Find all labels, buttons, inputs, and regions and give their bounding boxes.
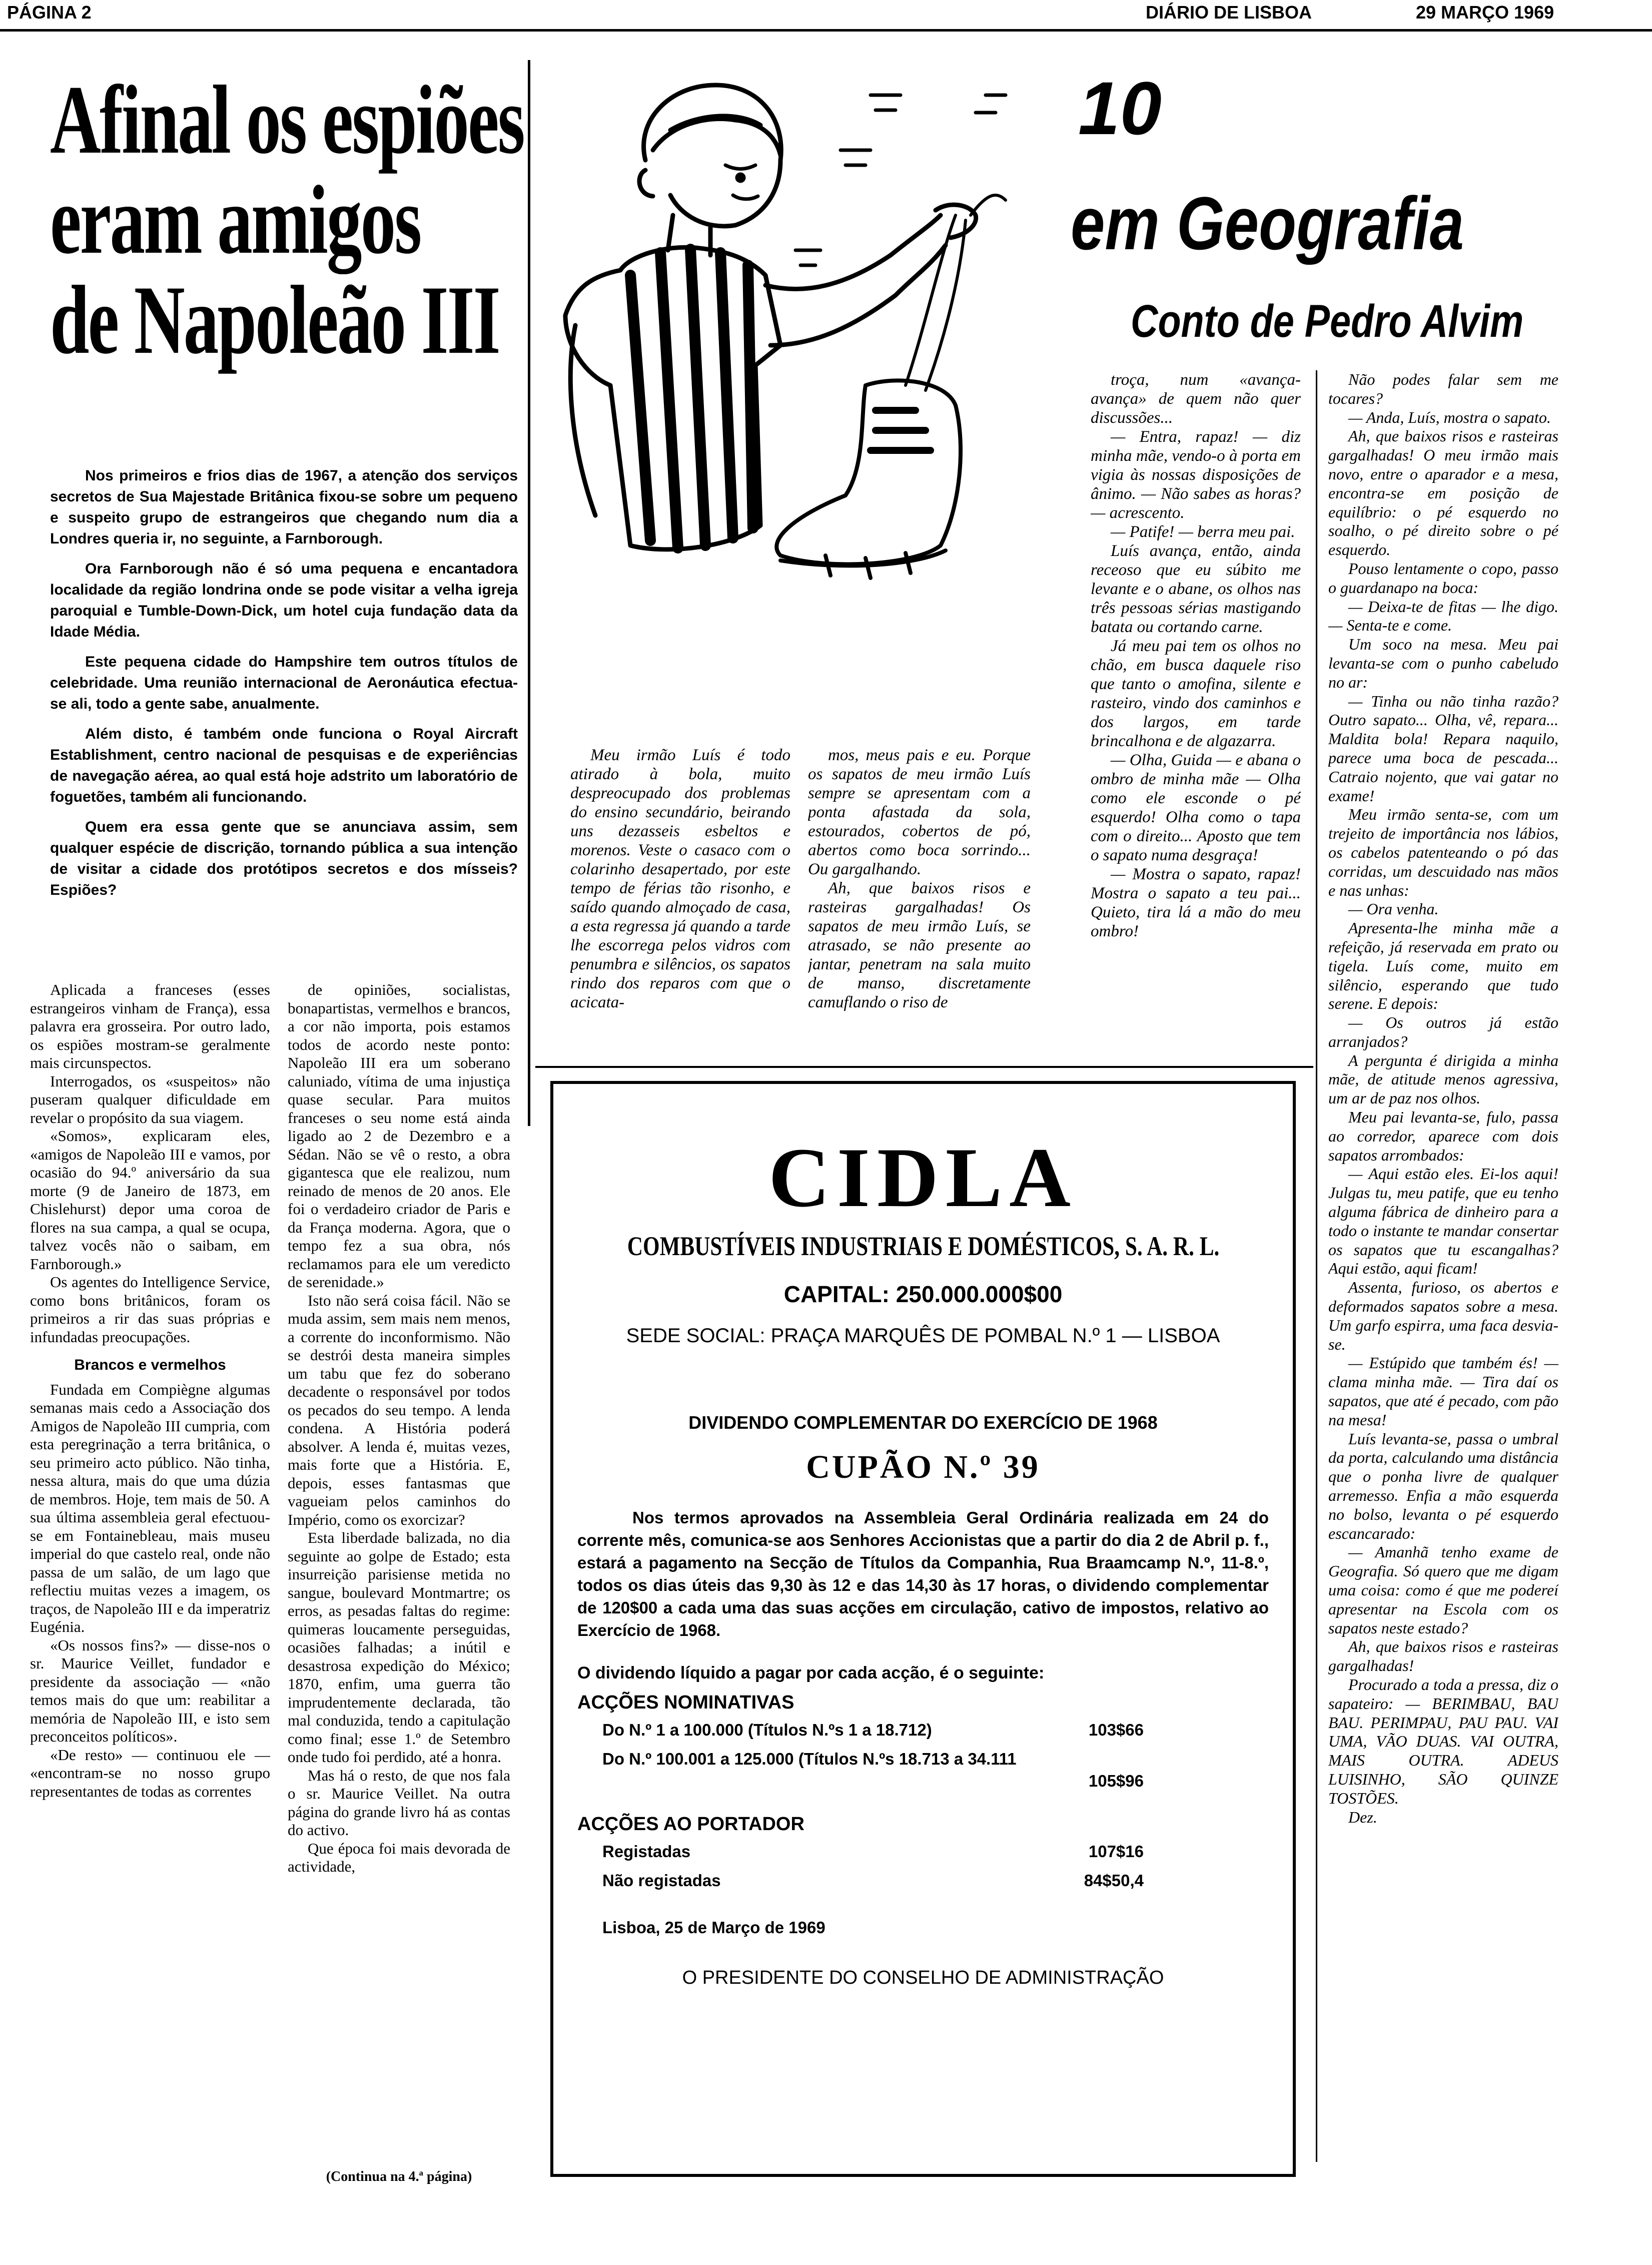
story-paragraph: Luís avança, então, ainda receoso que eu súbito me levante e o abane, os olhos nas três pessoas sérias mastigando batata ou cortando carne. <box>1091 542 1301 636</box>
story-paragraph: Ah, que baixos risos e rasteiras gargalhadas! <box>1328 1637 1558 1675</box>
column-divider <box>528 60 530 1126</box>
story-paragraph: — Os outros já estão arranjados? <box>1328 1013 1558 1050</box>
ad-signature: O PRESIDENTE DO CONSELHO DE ADMINISTRAÇÃO <box>682 1967 1164 1988</box>
ad-row <box>602 1871 1269 1893</box>
body-paragraph: Que época foi mais devorada de actividade, <box>288 1839 510 1875</box>
story-paragraph: — Deixa-te de fitas — lhe digo. — Senta-te e come. <box>1328 597 1558 635</box>
story-paragraph: — Entra, rapaz! — diz minha mãe, vendo-o à porta em vigia às nossas disposições de ânimo. — Não sabes as horas? — acrescento. <box>1091 428 1301 522</box>
ad-capital: CAPITAL: 250.000.000$00 <box>783 1281 1063 1307</box>
story-title: em Geografia <box>1071 181 1464 265</box>
article1-column-1 <box>30 981 270 2182</box>
story-paragraph: — Mostra o sapato, rapaz! Mostra o sapato a teu pai... Quieto, tira lá a mão do meu ombro! <box>1091 865 1301 940</box>
story-paragraph: Apresenta-lhe minha mãe a refeição, já reservada em prato ou tigela. Luís come, muito em silêncio, esperando que tudo serene. E depois: <box>1328 919 1558 1013</box>
page-number: PÁGINA 2 <box>7 2 92 23</box>
story-paragraph: — Aqui estão eles. Ei-los aqui! Julgas tu, meu patife, que eu tenho alguma fábrica de dinheiro para a todo o instante te mandar consertar os sapatos que tu escangalhas? Aqui estão, aqui ficam! <box>1328 1165 1558 1278</box>
ad-row-label: Do N.º 100.001 a 125.000 (Títulos N.ºs 18.713 a 34.111 <box>602 1750 1017 1768</box>
story-paragraph: — Ora venha. <box>1348 900 1439 918</box>
body-paragraph: Aplicada a franceses (esses estrangeiros vinham de França), essa palavra era grosseira. Por outro lado, os espiões mostram-se geralmente mais circunspectos. <box>30 981 270 1071</box>
body-paragraph: Os agentes do Intelligence Service, como bons britânicos, foram os primeiros a rir das suas próprias e infundadas preocupações. <box>30 1273 270 1346</box>
masthead <box>0 0 1652 30</box>
story-paragraph: Não podes falar sem me tocares? <box>1328 370 1558 407</box>
story-paragraph: — Olha, Guida — e abana o ombro de minha mãe — Olha como ele esconde o pé esquerdo! Olha como o tapa com o direito... Aposto que tem o sapato numa desgraça! <box>1091 751 1301 864</box>
story-column-c <box>1091 370 1301 1058</box>
ad-brand: CIDLA <box>768 1130 1078 1225</box>
ad-row-value: 107$16 <box>1088 1842 1144 1861</box>
body-paragraph: Interrogados, os «suspeitos» não puseram qualquer dificuldade em revelar o propósito da sua viagem. <box>30 1072 270 1126</box>
headline-line-2: eram amigos <box>50 166 421 274</box>
ad-dividend-title: DIVIDENDO COMPLEMENTAR DO EXERCÍCIO DE 1968 <box>688 1412 1158 1433</box>
story-divider <box>1316 370 1317 2162</box>
story-paragraph: mos, meus pais e eu. Porque os sapatos de meu irmão Luís sempre se apresentam com a ponta afastada da sola, estourados, cobertos de pó, abertos como boca sorrindo... Ou gargalhando. <box>808 746 1031 878</box>
story-paragraph: Já meu pai tem os olhos no chão, em busca daquele riso que tanto o amofina, silente e rasteiro, vindo dos caminhos e dos largos, em tarde brincalhona e de algazarra. <box>1091 637 1301 750</box>
ad-head-office: SEDE SOCIAL: PRAÇA MARQUÊS DE POMBAL N.º 1 — LISBOA <box>626 1325 1220 1347</box>
story-paragraph: Meu irmão senta-se, com um trejeito de importância nos lábios, os cabelos patenteando o pó das corridas, um descuidado nas mãos e nas unhas: <box>1328 805 1558 899</box>
ad-row <box>602 1750 1269 1794</box>
body-paragraph: «Os nossos fins?» — disse-nos o sr. Maurice Veillet, fundador e presidente da associação — «não temos mais do que um: reabilitar a memória de Napoleão III, e isto sem preconceitos políticos». <box>30 1636 270 1745</box>
story-paragraph: Pouso lentamente o copo, passo o guardanapo na boca: <box>1328 559 1558 597</box>
story-paragraph: troça, num «avança-avança» de quem não quer discussões... <box>1091 371 1301 427</box>
ad-coupon: CUPÃO N.º 39 <box>806 1449 1040 1485</box>
body-paragraph: Esta liberdade balizada, no dia seguinte ao golpe de Estado; esta insurreição parisiense metida no sangue, boulevard Montmartre; os erros, as pesadas faltas do regime: quimeras loucamente perseguidas, ocasiões falhadas; a inútil e desastrosa expedição do México; 1870, enfim, uma guerra tão imprudentemente declarada, tão mal conduzida, tendo a capitulação como final; esse 1.º de Setembro onde tudo foi perdido, até a honra. <box>288 1529 510 1766</box>
cidla-advertisement <box>550 1081 1296 2177</box>
lead-paragraph: Nos primeiros e frios dias de 1967, a atenção dos serviços secretos de Sua Majestade Britânica fixou-se sobre um pequeno e suspeito grupo de estrangeiros que chegando num dia a Londres queria ir, no seguinte, a Farnborough. <box>50 467 518 547</box>
body-paragraph: Mas há o resto, de que nos fala o sr. Maurice Veillet. Na outra página do grande livro há as contas do activo. <box>288 1766 510 1839</box>
story-title-number: 10 <box>1078 66 1162 150</box>
ad-nominativas-title: ACÇÕES NOMINATIVAS <box>577 1692 794 1713</box>
issue-date: 29 MARÇO 1969 <box>1416 2 1554 23</box>
ad-portador-title: ACÇÕES AO PORTADOR <box>577 1814 804 1835</box>
lead-paragraph: Ora Farnborough não é só uma pequena e encantadora localidade da região londrina onde se pode visitar a velha igreja paroquial e Tumble-Down-Dick, um hotel cuja fundação data da Idade Média. <box>50 560 518 640</box>
story-column-b <box>808 746 1031 1056</box>
ad-company-name: COMBUSTÍVEIS INDUSTRIAIS E DOMÉSTICOS, S. A. R. L. <box>627 1231 1220 1261</box>
ad-row-value: 105$96 <box>1088 1772 1144 1790</box>
masthead-rule <box>0 29 1652 32</box>
paper-name: DIÁRIO DE LISBOA <box>1146 2 1312 23</box>
headline-line-1: Afinal os espiões <box>50 66 524 174</box>
story-paragraph: — Tinha ou não tinha razão? Outro sapato... Olha, vê, repara... Maldita bola! Repara naquilo, parece uma boca de pescada... Catraio nojento, que vai gatar no exame! <box>1328 692 1558 805</box>
story-paragraph: — Anda, Luís, mostra o sapato. <box>1348 408 1551 426</box>
story-paragraph: — Amanhã tenho exame de Geografia. Só quero que me digam uma coisa: como é que me podereí apresentar na Escola com os sapatos neste estado? <box>1328 1543 1558 1637</box>
body-paragraph: «Somos», explicaram eles, «amigos de Napoleão III e vamos, por ocasião do 94.º aniversário da sua morte (9 de Janeiro de 1873, em Chislehurst) depor uma coroa de flores na sua campa, a qual se ocupa, talvez vocês não o saibam, em Farnborough.» <box>30 1127 270 1273</box>
ad-row-label: Do N.º 1 a 100.000 (Títulos N.ºs 1 a 18.712) <box>602 1721 932 1739</box>
article1-column-2 <box>288 981 510 2162</box>
lead-paragraph: Este pequena cidade do Hampshire tem outros títulos de celebridade. Uma reunião internacional de Aeronáutica efectua-se ali, todo a gente sabe, anualmente. <box>50 654 518 712</box>
lead-paragraph: Quem era essa gente que se anunciava assim, sem qualquer espécie de discrição, tornando pública a sua intenção de visitar a cidade dos protótipos secretos e dos mísseis? Espiões? <box>50 819 518 898</box>
story-paragraph: Ah, que baixos risos e rasteiras gargalhadas! Os sapatos de meu irmão Luís, se atrasado, se não presente ao jantar, penetram na sala muito de manso, discretamente camuflando o riso de <box>808 879 1031 1011</box>
story-paragraph: Assenta, furioso, os abertos e deformados sapatos sobre a mesa. Um garfo espirra, uma faca desvia-se. <box>1328 1278 1558 1353</box>
ad-row-label: Não registadas <box>602 1871 721 1890</box>
story-paragraph: Meu pai levanta-se, fulo, passa ao corredor, aparece com dois sapatos arrombados: <box>1328 1108 1558 1164</box>
body-paragraph: Isto não será coisa fácil. Não se muda assim, sem mais nem menos, a corrente do inconformismo. Não se destrói desta maneira simples um tabu que fez do soberano decadente o responsável por todos os pecados do seu tempo. A lenda condena. A História poderá absolver. A lenda é, muitas vezes, mais forte que a História. E, depois, esses fantasmas que vagueiam pelos caminhos do Império, como os exorcizar? <box>288 1291 510 1528</box>
story-paragraph: A pergunta é dirigida a minha mãe, de atitude menos agressiva, um ar de paz nos olhos. <box>1328 1051 1558 1107</box>
ad-net-intro: O dividendo líquido a pagar por cada acção, é o seguinte: <box>577 1663 1045 1682</box>
body-paragraph: Fundada em Compiègne algumas semanas mais cedo a Associação dos Amigos de Napoleão III cumpria, com esta peregrinação a terra britânica, o seu primeiro acto público. Não tinha, nessa altura, mais do que uma dúzia de membros. Hoje, tem mais de 50. A sua última assembleia geral efectuou-se em Fontainebleau, mais museu imperial do que castelo real, onde não passa de um salão, de um lago que reflectiu muitas vezes a imagem, os traços, de Napoleão III e da imperatriz Eugénia. <box>30 1380 270 1635</box>
ad-row-value: 103$66 <box>1088 1721 1144 1739</box>
story-byline: Conto de Pedro Alvim <box>1131 296 1524 347</box>
body-paragraph: de opiniões, socialistas, bonapartistas, vermelhos e brancos, a cor não importa, pois estamos todos de acordo neste ponto: Napoleão III era um soberano caluniado, vítima de uma injustiça quase secular. Para muitos franceses o seu nome está ainda ligado ao 2 de Dezembro e a Sédan. Não se vê o resto, a obra gigantesca que ele realizou, num reinado de menos de 20 anos. Ele foi o verdadeiro criador de Paris e da França moderna. Agora, que o tempo fez a sua obra, nós reclamamos para ele um veredicto de serenidade.» <box>288 981 510 1291</box>
story-paragraph: — Patife! — berra meu pai. <box>1111 523 1295 541</box>
story-column-a <box>570 746 790 1056</box>
boy-with-shoe-illustration <box>545 65 1061 731</box>
story-paragraph: Ah, que baixos risos e rasteiras gargalhadas! O meu irmão mais novo, entre o aparador e a mesa, encontra-se em posição de equilíbrio: o pé esquerdo no soalho, o pé direito sobre o pé esquerdo. <box>1328 427 1558 559</box>
story-paragraph: Meu irmão Luís é todo atirado à bola, muito despreocupado dos problemas do ensino secundário, beirando uns dezasseis esbeltos e morenos. Veste o casaco com o colarinho desapertado, por este tempo de férias tão risonho, e saído quando almoçado de casa, a esta regressa já quando a tarde lhe escorrega pelos vidros com penumbra e silêncios, os sapatos rindo dos reparos com que o acicata- <box>570 746 790 1011</box>
ad-row <box>602 1842 1269 1864</box>
article1-lead <box>50 465 518 910</box>
subhead: Brancos e vermelhos <box>74 1357 226 1373</box>
story-paragraph: Procurado a toda a pressa, diz o sapateiro: — BERIMBAU, BAU BAU. PERIMPAU, PAU PAU. VAI UMA, VÃO DUAS. VAI OUTRA, MAIS OUTRA. ADEUS LUISINHO, SÃO QUINZE TOSTÕES. <box>1328 1675 1558 1807</box>
story-paragraph: — Estúpido que também és! — clama minha mãe. — Tira daí os sapatos, que até é pecado, com pão na mesa! <box>1328 1354 1558 1429</box>
body-paragraph: «De resto» — continuou ele — «encontram-se no nosso grupo representantes de todas as correntes <box>30 1746 270 1800</box>
ad-body: Nos termos aprovados na Assembleia Geral Ordinária realizada em 24 do corrente mês, comunica-se aos Senhores Accionistas que a partir do dia 2 de Abril p. f., estará a pagamento na Secção de Títulos da Companhia, Rua Braamcamp N.º, 11-8.º, todos os dias úteis das 9,30 às 12 e das 14,30 às 17 horas, o dividendo complementar de 120$00 a cada uma das suas acções em circulação, cativo de impostos, relativo ao Exercício de 1968. <box>577 1508 1269 1639</box>
story-paragraph: Dez. <box>1348 1808 1377 1826</box>
ad-row-value: 84$50,4 <box>1084 1871 1144 1890</box>
lead-paragraph: Além disto, é também onde funciona o Royal Aircraft Establishment, centro nacional de pesquisas e de experiências de navegação aérea, ao qual está hoje adstrito um laboratório de foguetões, também ali funcionando. <box>50 726 518 805</box>
headline-line-3: de Napoleão III <box>50 266 499 374</box>
continued-note: (Continua na 4.ª página) <box>326 2169 472 2184</box>
story-paragraph: Luís levanta-se, passa o umbral da porta, calculando uma distância que o ponha livre de qualquer arremesso. Enfia a mão esquerda no bolso, levanta o pé esquerdo escancarado: <box>1328 1429 1558 1542</box>
story-paragraph: Um soco na mesa. Meu pai levanta-se com o punho cabeludo no ar: <box>1328 635 1558 691</box>
ad-row-label: Registadas <box>602 1842 691 1861</box>
ad-top-rule <box>535 1066 1313 1068</box>
ad-date: Lisboa, 25 de Março de 1969 <box>602 1918 825 1937</box>
story-column-d <box>1328 370 1558 2172</box>
ad-row <box>602 1721 1269 1743</box>
